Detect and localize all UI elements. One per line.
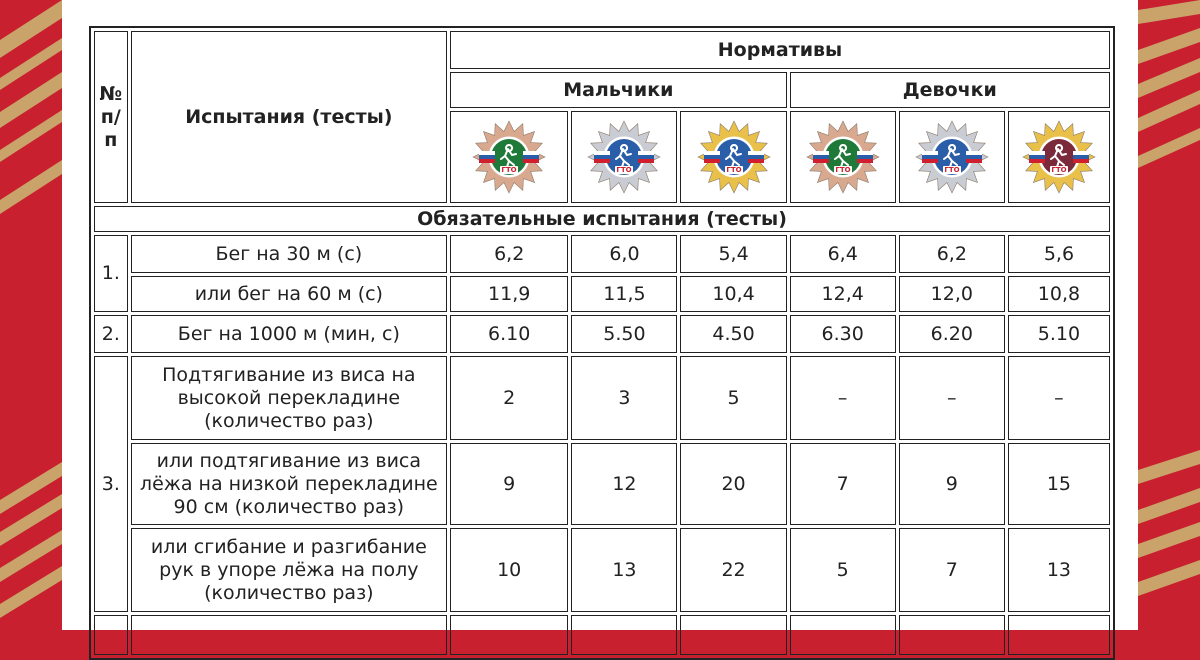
value-cell: 12,0 [899,276,1005,312]
header-boys: Мальчики [450,72,787,108]
value-cell: – [899,356,1005,440]
value-cell: 6,4 [790,235,896,273]
test-name: или подтягивание из виса лёжа на низкой перекладине 90 см (количество раз) [131,443,447,525]
badge-label: ГТО [835,166,851,174]
table-row [94,235,1110,273]
value-cell: 5.50 [571,315,677,353]
value-cell: 4.50 [680,315,786,353]
value-cell: 9 [899,443,1005,525]
value-cell: 7 [790,443,896,525]
value-cell: – [790,356,896,440]
value-cell: 2 [450,356,568,440]
table-row [94,443,1110,525]
value-cell: 10 [450,528,568,612]
badge-label: ГТО [1051,166,1067,174]
value-cell: 6,0 [571,235,677,273]
section-title: Обязательные испытания (тесты) [94,206,1110,232]
value-cell: 15 [1008,443,1110,525]
value-cell: 20 [680,443,786,525]
value-cell: – [1008,356,1110,440]
document-page [62,0,1138,630]
gto-badge-icon [586,119,662,195]
table-row [94,315,1110,353]
value-cell: 10,4 [680,276,786,312]
badge-label: ГТО [501,166,517,174]
gto-badge-icon [914,119,990,195]
value-cell: 5 [790,528,896,612]
left-decorative-border [0,0,62,630]
value-cell: 6,2 [899,235,1005,273]
value-cell: 12,4 [790,276,896,312]
value-cell: 6.10 [450,315,568,353]
value-cell: 9 [450,443,568,525]
value-cell: 11,9 [450,276,568,312]
test-name: Бег на 1000 м (мин, с) [131,315,447,353]
value-cell: 5,6 [1008,235,1110,273]
value-cell: 22 [680,528,786,612]
header-norms: Нормативы [450,31,1110,69]
gto-badge-icon [805,119,881,195]
norms-table [89,26,1115,660]
value-cell: 5,4 [680,235,786,273]
medal-cell [790,111,896,203]
value-cell: 10,8 [1008,276,1110,312]
badge-label: ГТО [616,166,633,174]
value-cell: 12 [571,443,677,525]
badge-label: ГТО [944,166,960,174]
table-row [94,356,1110,440]
table-row [94,615,1110,655]
value-cell: 3 [571,356,677,440]
value-cell: 11,5 [571,276,677,312]
value-cell: 5 [680,356,786,440]
header-num: № п/п [94,31,128,203]
header-tests: Испытания (тесты) [131,31,447,203]
right-decorative-border [1138,0,1200,630]
header-girls: Девочки [790,72,1110,108]
test-name: или бег на 60 м (с) [131,276,447,312]
test-name: Подтягивание из виса на высокой перекладине (количество раз) [131,356,447,440]
medal-cell [680,111,786,203]
medal-cell [450,111,568,203]
medal-cell [1008,111,1110,203]
gto-badge-icon [1021,119,1097,195]
value-cell: 13 [571,528,677,612]
medal-cell [571,111,677,203]
value-cell: 13 [1008,528,1110,612]
test-name: или сгибание и разгибание рук в упоре лёжа на полу (количество раз) [131,528,447,612]
test-name: Бег на 30 м (с) [131,235,447,273]
value-cell: 6.20 [899,315,1005,353]
value-cell: 7 [899,528,1005,612]
value-cell: 5.10 [1008,315,1110,353]
badge-label: ГТО [725,166,742,174]
gto-badge-icon [471,119,547,195]
row-number: 3. [94,356,128,612]
medal-cell [899,111,1005,203]
table-row [94,276,1110,312]
table-row [94,528,1110,612]
value-cell: 6.30 [790,315,896,353]
gto-badge-icon [696,119,772,195]
row-number: 1. [94,235,128,312]
value-cell: 6,2 [450,235,568,273]
row-number: 2. [94,315,128,353]
